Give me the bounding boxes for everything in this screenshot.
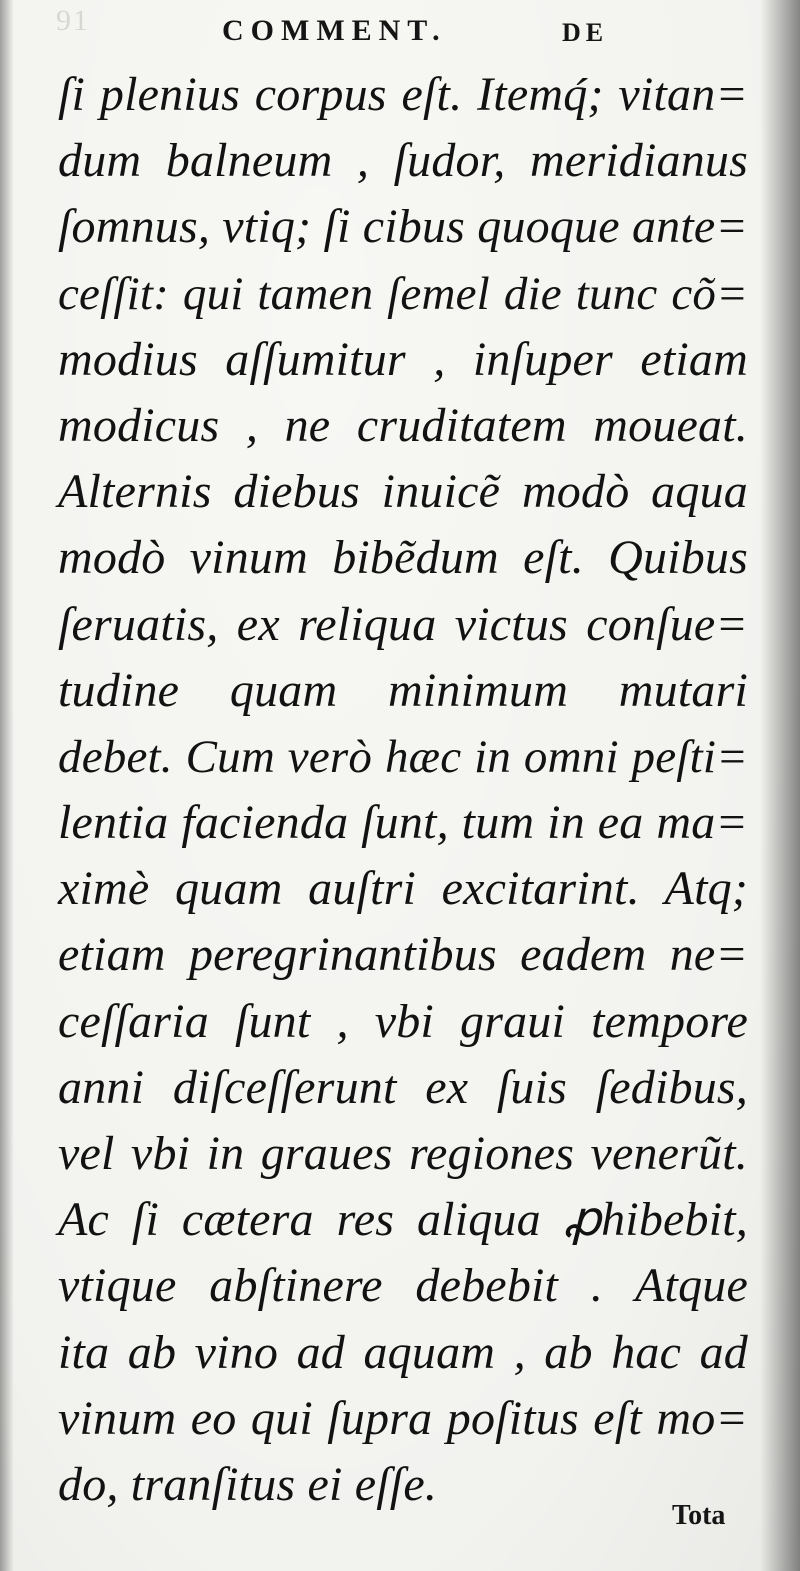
text-line: Alternis diebus inuicẽ modò aqua [58, 465, 748, 519]
text-line: dum balneum , ſudor, meridianus [58, 134, 748, 188]
text-line: modò vinum bibẽdum eſt. Quibus [58, 531, 748, 585]
page-edge-shadow-left [0, 0, 14, 1571]
text-line: ceſſit: qui tamen ſemel die tunc cõ= [58, 267, 748, 320]
text-line: anni diſceſſerunt ex ſuis ſedibus, [58, 1060, 748, 1114]
text-line: ximè quam auſtri excitarint. Atq; [58, 862, 748, 916]
page-edge-shadow-right [760, 0, 800, 1571]
bleed-through-page-number: 91 [56, 4, 90, 37]
text-line: etiam peregrinantibus eadem ne= [58, 928, 748, 982]
text-line: debet. Cum verò hæc in omni peſti= [58, 730, 748, 783]
text-line: vel vbi in graues regiones venerũt. [58, 1127, 748, 1180]
text-line: Ac ſi cætera res aliqua ꝓhibebit, [58, 1193, 748, 1247]
text-line: modicus , ne cruditatem moueat. [58, 398, 748, 452]
text-line: ceſſaria ſunt , vbi graui tempore [58, 994, 748, 1048]
running-header [0, 14, 800, 58]
running-header-right: DE [562, 18, 609, 47]
body-text [58, 62, 748, 1518]
text-line: lentia facienda ſunt, tum in ea ma= [58, 796, 748, 850]
catchword: Tota [672, 1500, 726, 1531]
text-line: ſomnus, vtiq; ſi cibus quoque ante= [58, 200, 748, 254]
running-header-left: COMMENT. [222, 14, 447, 47]
text-line: modius aſſumitur , inſuper etiam [58, 332, 748, 386]
text-line-last: do, tranſitus ei eſſe. [58, 1457, 438, 1511]
text-line: vtique abſtinere debebit . Atque [58, 1259, 748, 1313]
text-line: ita ab vino ad aquam , ab hac ad [58, 1325, 748, 1379]
text-line: tudine quam minimum mutari [58, 663, 748, 717]
text-line: ſi plenius corpus eſt. Itemq́; vitan= [58, 68, 748, 121]
text-line: vinum eo qui ſupra poſitus eſt mo= [58, 1391, 748, 1445]
text-line: ſeruatis, ex reliqua victus conſue= [58, 597, 748, 651]
